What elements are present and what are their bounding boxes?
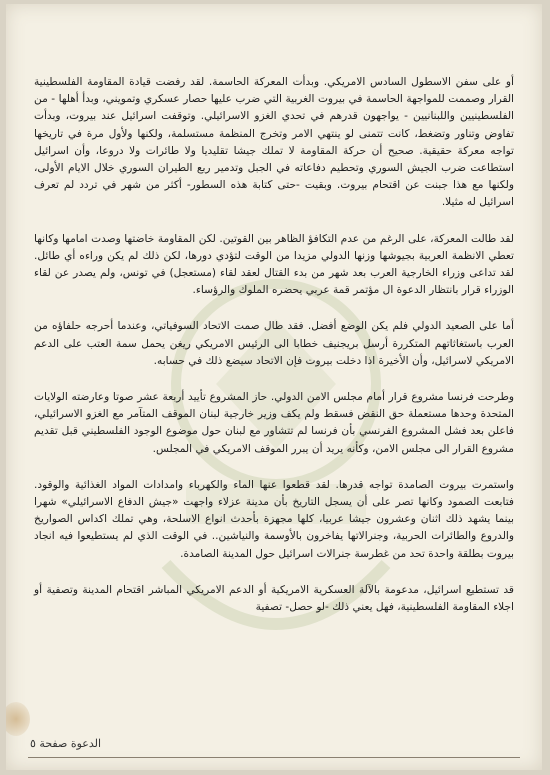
article-body	[34, 74, 514, 635]
paragraph-1: أو على سفن الاسطول السادس الامريكي. وبدأت المعركة الحاسمة. لقد رفضت قيادة المقاومة الفلسطينية القرار وصممت للمواجهة الحاسمة في بيروت الغربية التي ضرب عليها حصار عسكري وتمويني، وبدأ أهلها - من الفلسطينيين واللبنانيين - يواجهون قدرهم في تحدي الغزو الاسرائيلي. وتوقفت اسرائيل عند بيروت، وبدأت تفاوض وتناور وتضغط، كانت تتمنى لو ينتهي الامر وتخرج المنظمة مستسلمة، ولكنها ولأول مرة في تاريخها تواجه معركة حقيقية. صحيح أن حركة المقاومة لا تملك جيشا تقليديا ولا طائرات ولا دروعا، وأن اسرائيل استطاعت ضرب الجيش السوري وتحطيم دفاعاته في الجبل وتدمير ربع الطيران السوري خلال الايام الأولى، ولكنها مع هذا جبنت عن اقتحام بيروت. وبقيت -حتى كتابة هذه السطور- أكثر من شهر في تردد لم تعرف اسرائيل له مثيلا.	[34, 76, 514, 209]
document-page	[6, 4, 542, 770]
footer-rule	[28, 757, 520, 758]
page-footer: الدعوة صفحة ٥	[30, 737, 102, 750]
paragraph-2: لقد طالت المعركة، على الرغم من عدم التكافؤ الظاهر بين القوتين. لكن المقاومة خاضتها وصدت امامها وكانها تعطي الانظمة العربية بجيوشها وزنها الدولي مزيدا من الوقت لتؤدي دورها، لكن ذلك لم يكن وراءه أي طائل. لقد تداعى وزراء الخارجية العرب بعد شهر من بدء القتال لعقد لقاء (مستعجل) في تونس، ولم يصدر عن لقاء الوزراء قرار بانتظار الدعوة ال مؤتمر قمة عربي يحضره الملوك والرؤساء.	[34, 232, 514, 297]
paper-stain	[6, 702, 30, 736]
paragraph-6: قد تستطيع اسرائيل، مدعومة بالآلة العسكرية الامريكية أو الدعم الامريكي المباشر اقتحام المدينة وتصفية أو اجلاء المقاومة الفلسطينية، فهل يعني ذلك -لو حصل- تصفية	[34, 583, 514, 614]
paragraph-5: واستمرت بيروت الصامدة تواجه قدرها. لقد قطعوا عنها الماء والكهرباء وامدادات المواد الغذائية والوقود. فتابعت الصمود وكانها تصر على أن يسجل التاريخ بأن مدينة عزلاء واجهت «جيش الدفاع الاسرائيلي» شهرا بينما يشهد ذلك اثنان وعشرون جيشا عربيا، كلها مجهزة بأحدث انواع الاسلحة، وهي تملك اكداس الصواريخ والدروع والطائرات الحربية، وجنرالاتها يفاخرون بالأوسمة والنياشين.. في الوقت الذي لم يستطيعوا فيه انجاد بيروت بطلقة واحدة تحد من غطرسة جنرالات اسرائيل حول المدينة الصامدة.	[34, 478, 514, 560]
paragraph-3: أما على الصعيد الدولي فلم يكن الوضع أفضل. فقد طال صمت الاتحاد السوفياتي، وعندما أحرجه حلفاؤه من العرب باستغاثاتهم المتكررة أرسل بريجنيف خطابا الى الرئيس الامريكي ريغن يحمل سمة العتب على الدعم الامريكي لاسرائيل، وأن الأخيرة اذا دخلت بيروت فإن الاتحاد سيضع ذلك في حسابه.	[34, 320, 514, 367]
paragraph-4: وطرحت فرنسا مشروع قرار أمام مجلس الامن الدولي. حاز المشروع تأييد أربعة عشر صوتا وعارضته الولايات المتحدة وحدها مستعملة حق النقض فسقط ولم يكف وزير خارجية لبنان الموقف المتآمر مع الغزو الاسرائيلي، فاعلن بعد فشل المشروع الفرنسي بأن فرنسا لم تتشاور مع لبنان حول موضوع الوجود الفلسطيني قبل تقديم مشروع القرار الى مجلس الامن، وكأنه يريد أن يبرر الموقف الامريكي في المجلس.	[34, 391, 514, 455]
